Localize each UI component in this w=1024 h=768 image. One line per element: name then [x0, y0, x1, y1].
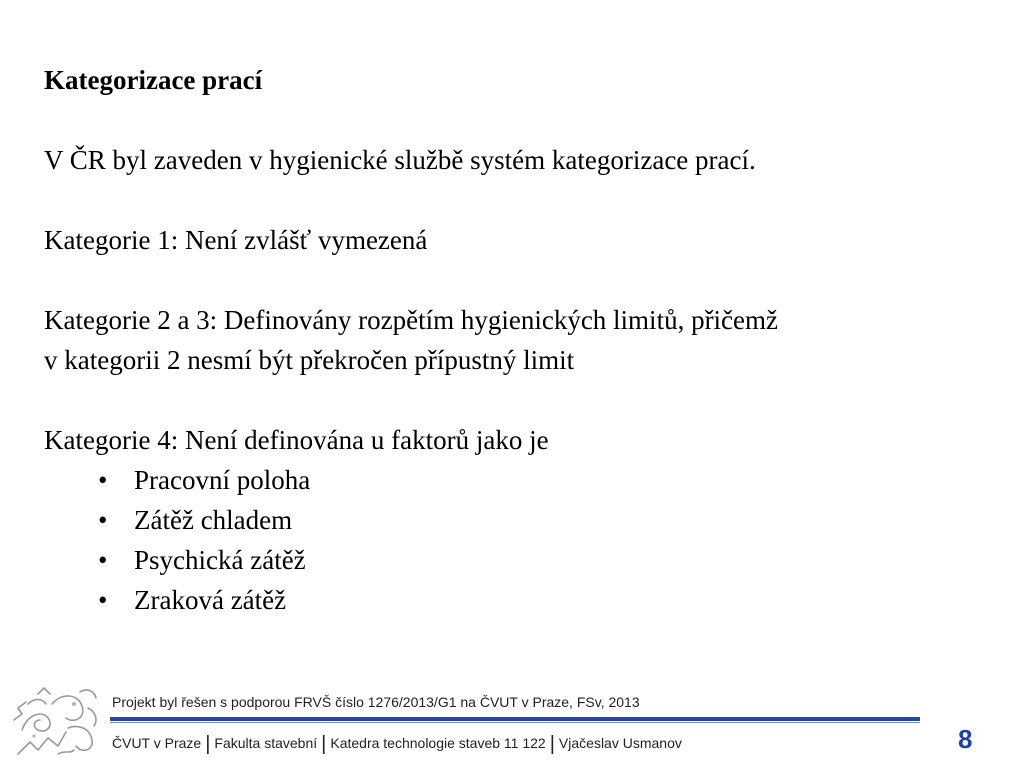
- list-item: • Zátěž chladem: [98, 500, 994, 540]
- university-name: ČVUT v Praze: [112, 735, 202, 751]
- category-2-3-line-1: Kategorie 2 a 3: Definovány rozpětím hygienických limitů, přičemž: [44, 305, 779, 335]
- separator: |: [321, 733, 327, 755]
- footer-divider-thin: [110, 722, 920, 723]
- slide-title: Kategorizace prací: [44, 65, 263, 95]
- faculty-name: Fakulta stavební: [214, 735, 318, 751]
- category-1-text: Kategorie 1: Není zvlášť vymezená: [44, 225, 428, 255]
- footer-info: [112, 733, 682, 756]
- footer-divider: [110, 717, 920, 721]
- intro-text: V ČR byl zaveden v hygienické službě systém kategorizace prací.: [44, 145, 756, 175]
- list-item: • Pracovní poloha: [98, 460, 994, 500]
- bullet-icon: •: [98, 505, 108, 535]
- project-funding-note: Projekt byl řešen s podporou FRVŠ číslo 1276/2013/G1 na ČVUT v Praze, FSv, 2013: [112, 694, 640, 710]
- department-name: Katedra technologie staveb 11 122: [330, 735, 546, 751]
- bullet-icon: •: [98, 585, 108, 615]
- author-name: Vjačeslav Usmanov: [558, 735, 682, 751]
- list-item: • Zraková zátěž: [98, 580, 994, 620]
- separator: |: [205, 733, 211, 755]
- bullet-icon: •: [98, 545, 108, 575]
- slide-content: [44, 60, 994, 620]
- bullet-icon: •: [98, 465, 108, 495]
- category-2-3-line-2: v kategorii 2 nesmí být překročen přípustný limit: [44, 345, 575, 375]
- cvut-lion-icon: [8, 684, 104, 760]
- factor-list: [44, 460, 994, 620]
- separator: |: [549, 733, 555, 755]
- category-4-text: Kategorie 4: Není definována u faktorů jako je: [44, 425, 549, 455]
- page-number: 8: [958, 724, 973, 754]
- list-item: • Psychická zátěž: [98, 540, 994, 580]
